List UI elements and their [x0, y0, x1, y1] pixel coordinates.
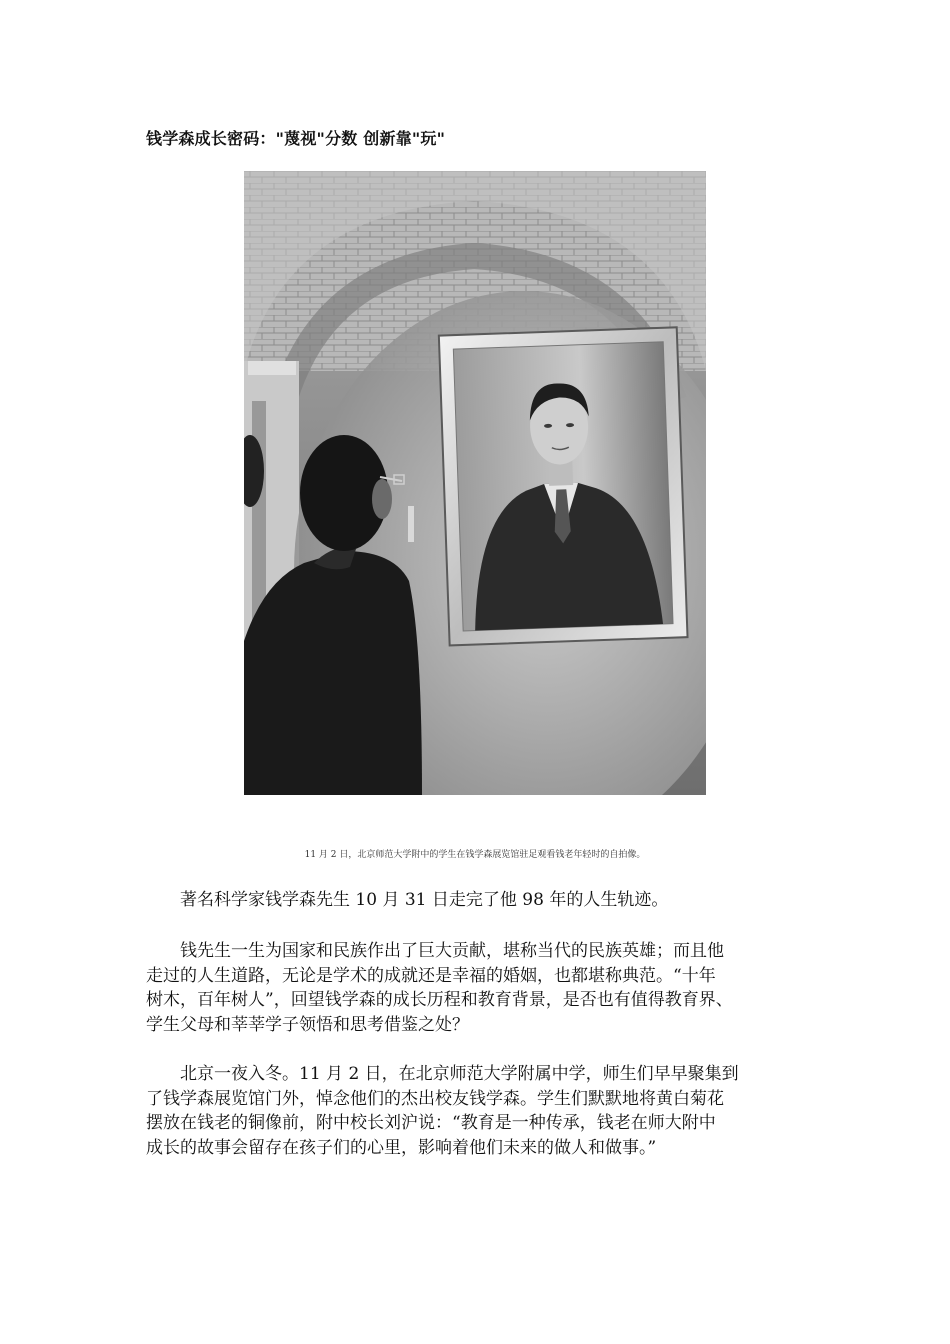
paragraph-line: 北京一夜入冬。11 月 2 日，在北京师范大学附属中学，师生们早早聚集到 [146, 1064, 739, 1084]
article-paragraph [146, 888, 806, 913]
article-photo [244, 171, 706, 795]
article-paragraph [146, 1062, 806, 1160]
paragraph-line: 了钱学森展览馆门外，悼念他们的杰出校友钱学森。学生们默默地将黄白菊花 [146, 1088, 724, 1109]
paragraph-line: 走过的人生道路，无论是学术的成就还是幸福的婚姻，也都堪称典范。“十年 [146, 965, 716, 986]
photo-caption: 11 月 2 日，北京师范大学附中的学生在钱学森展览馆驻足观看钱老年轻时的自拍像。 [304, 850, 646, 860]
paragraph-line: 成长的故事会留存在孩子们的心里，影响着他们未来的做人和做事。” [146, 1137, 657, 1158]
paragraph-line: 摆放在钱老的铜像前，附中校长刘沪说：“教育是一种传承，钱老在师大附中 [146, 1113, 716, 1133]
article-paragraph [146, 939, 806, 1037]
article-title: 钱学森成长密码："蔑视"分数 创新靠"玩" [146, 129, 446, 148]
paragraph-line: 著名科学家钱学森先生 10 月 31 日走完了他 98 年的人生轨迹。 [146, 890, 669, 910]
paragraph-line: 树木，百年树人”，回望钱学森的成长历程和教育背景，是否也有值得教育界、 [146, 990, 733, 1010]
paragraph-line: 钱先生一生为国家和民族作出了巨大贡献，堪称当代的民族英雄；而且他 [146, 941, 724, 961]
paragraph-line: 学生父母和莘莘学子领悟和思考借鉴之处？ [146, 1014, 469, 1035]
